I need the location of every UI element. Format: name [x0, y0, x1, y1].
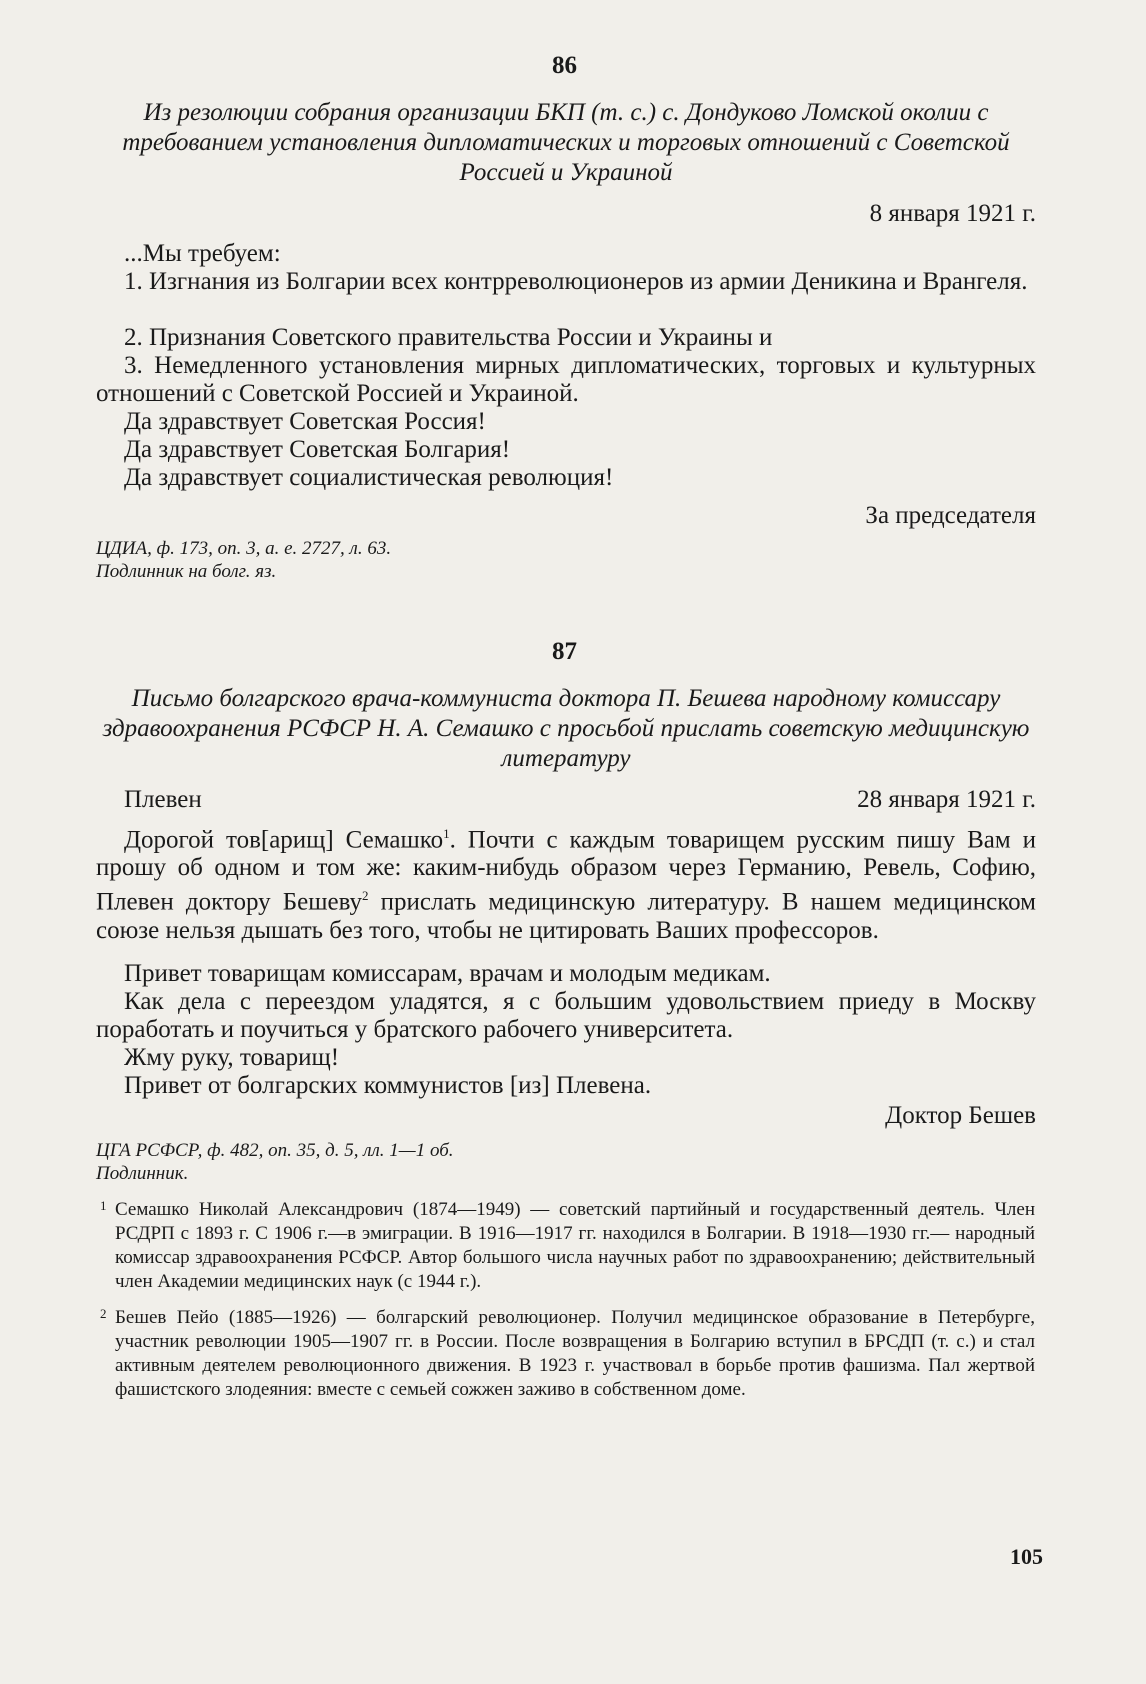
document-number-87: 87 [552, 638, 577, 665]
document-87-date: 28 января 1921 г. [857, 786, 1036, 813]
footnote-1-mark: 1 [100, 1198, 107, 1213]
paragraph-1-part-c: прислать медицинскую литературу. В нашем медицинском союзе нельзя дышать без того, чтобы не цитировать Ваших профессоров. [96, 888, 1037, 944]
document-87-paragraph-5: Привет от болгарских коммунистов [из] Плевена. [124, 1072, 652, 1099]
document-86-item-1: 1. Изгнания из Болгарии всех контрреволюционеров из армии Деникина и Врангеля. [124, 268, 1028, 295]
document-87-original-note: Подлинник. [96, 1163, 189, 1184]
footnote-1 [100, 1198, 1035, 1294]
document-86-slogan-1: Да здравствует Советская Россия! [124, 408, 486, 435]
document-86-item-2: 2. Признания Советского правительства России и Украины и [124, 324, 773, 351]
footnote-2-mark: 2 [100, 1306, 107, 1321]
page-number: 105 [1010, 1544, 1043, 1569]
document-87-place: Плевен [124, 786, 202, 813]
paragraph-1-part-b: . Почти с каждым товарищем русским пишу Вам и прошу об одном и том же: каким-нибудь образом через Германию, Ревель, Софию, Плевен доктору Бешеву [96, 826, 1036, 916]
document-87-paragraph-1 [96, 820, 1036, 945]
document-86-signature: За председателя [865, 502, 1036, 529]
document-87-paragraph-2: Привет товарищам комиссарам, врачам и молодым медикам. [124, 960, 771, 987]
document-87-archive-source: ЦГА РСФСР, ф. 482, оп. 35, д. 5, лл. 1—1 об. [96, 1140, 454, 1161]
footnote-1-text: Семашко Николай Александрович (1874—1949) — советский партийный и государственный деятель. Член РСДРП с 1893 г. С 1906 г.—в эмиграции. В 1916—1917 гг. находился в Болгарии. В 1918—1930 гг.— народный комиссар здравоохранения РСФСР. Автор большого числа научных работ по здравоохранению; действительный член Академии медицинских наук (с 1944 г.). [115, 1199, 1035, 1292]
document-87-title: Письмо болгарского врача-коммуниста доктора П. Бешева народному комиссару здравоохранения РСФСР Н. А. Семашко с просьбой прислать советскую медицинскую литературу [102, 685, 1030, 772]
document-number-86: 86 [552, 52, 577, 79]
document-86-slogan-2: Да здравствует Советская Болгария! [124, 436, 511, 463]
document-86-title: Из резолюции собрания организации БКП (т. с.) с. Дондуково Ломской околии с требованием установления дипломатических и торговых отношений с Советской Россией и Украиной [122, 99, 1010, 186]
footnote-2 [100, 1306, 1035, 1402]
document-86-item-3: 3. Немедленного установления мирных дипломатических, торговых и культурных отношений с Советской Россией и Украиной. [96, 352, 1036, 407]
document-86-archive-source: ЦДИА, ф. 173, оп. 3, а. е. 2727, л. 63. [96, 538, 392, 559]
document-87-signature: Доктор Бешев [885, 1102, 1036, 1129]
document-86-date: 8 января 1921 г. [869, 200, 1036, 227]
footnote-ref-1: 1 [443, 826, 450, 841]
document-86-intro: ...Мы требуем: [124, 240, 281, 267]
paragraph-1-part-a: Дорогой тов[арищ] Семашко [124, 826, 444, 854]
footnote-ref-2: 2 [362, 888, 369, 904]
document-87-paragraph-4: Жму руку, товарищ! [124, 1044, 340, 1071]
document-86-slogan-3: Да здравствует социалистическая революция! [124, 464, 614, 491]
document-86-original-note: Подлинник на болг. яз. [96, 561, 277, 582]
document-87-paragraph-3: Как дела с переездом уладятся, я с большим удовольствием приеду в Москву поработать и поучиться у братского рабочего университета. [96, 988, 1036, 1043]
footnote-2-text: Бешев Пейо (1885—1926) — болгарский революционер. Получил медицинское образование в Петербурге, участник революции 1905—1907 гг. в России. После возвращения в Болгарию вступил в БРСДП (т. с.) и стал активным деятелем революционного движения. В 1923 г. участвовал в борьбе против фашизма. Пал жертвой фашистского злодеяния: вместе с семьей сожжен заживо в собственном доме. [115, 1307, 1035, 1400]
